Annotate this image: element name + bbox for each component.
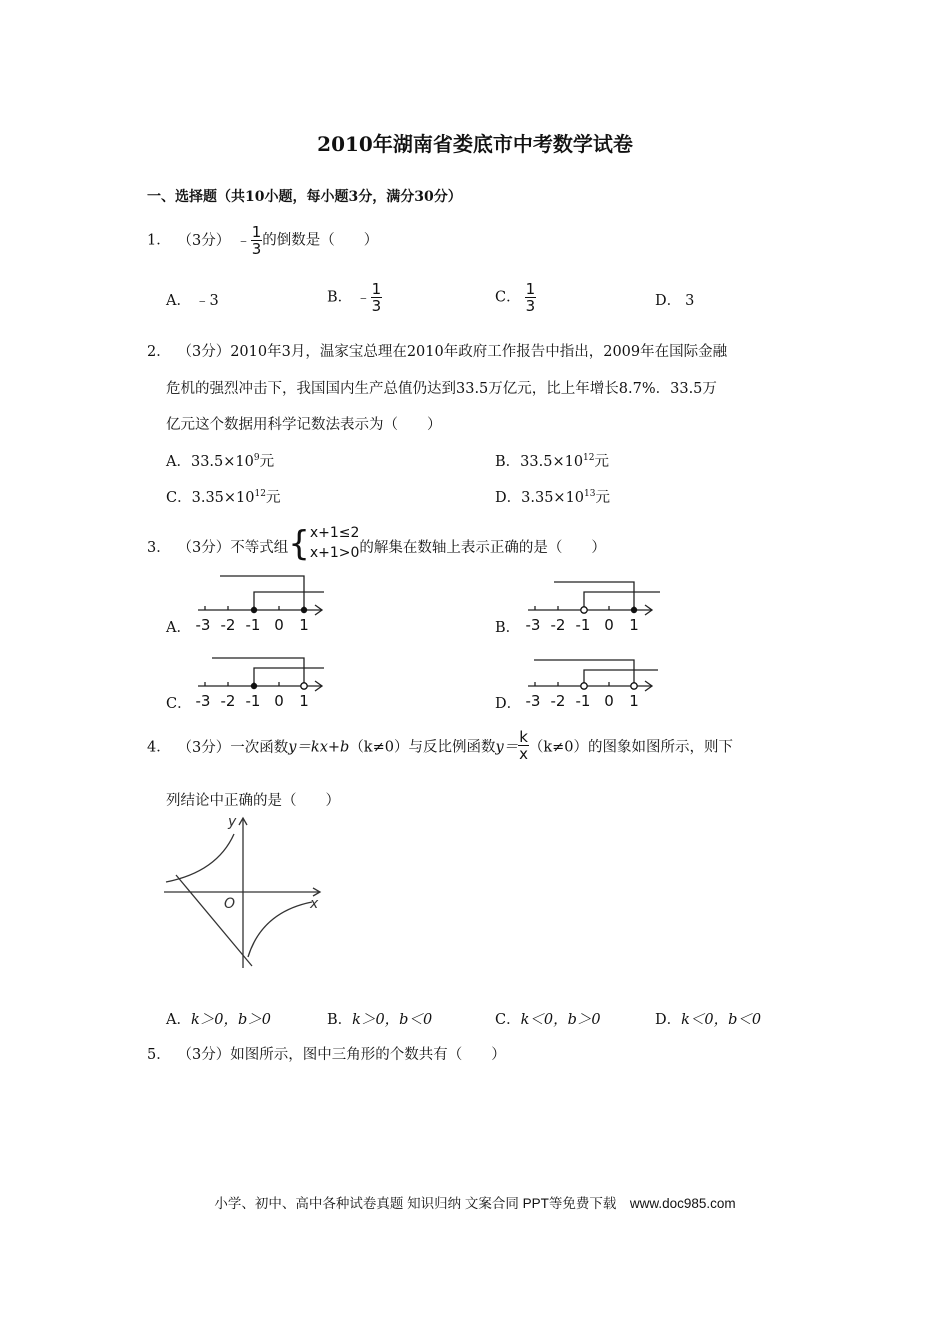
footer: 小学、初中、高中各种试卷真题 知识归纳 文案合同 PPT等免费下载 www.doc985.com bbox=[214, 1196, 736, 1211]
svg-text:-2: -2 bbox=[550, 692, 566, 710]
q1-number: 1． bbox=[147, 232, 171, 249]
q4-option-a: A．k＞0，b＞0 bbox=[166, 1012, 272, 1028]
question-1 bbox=[147, 224, 378, 257]
svg-text:0: 0 bbox=[604, 692, 614, 710]
svg-text:0: 0 bbox=[604, 616, 614, 634]
svg-text:-2: -2 bbox=[550, 616, 566, 634]
svg-text:O: O bbox=[224, 896, 236, 912]
q2-line-2: 危机的强烈冲击下，我国国内生产总值仍达到33.5万亿元，比上年增长8.7%．33.5万 bbox=[166, 381, 717, 397]
svg-text:-1: -1 bbox=[245, 692, 261, 710]
number-line-d bbox=[520, 650, 660, 710]
svg-text:0: 0 bbox=[274, 692, 284, 710]
svg-text:1: 1 bbox=[629, 692, 639, 710]
svg-text:-3: -3 bbox=[195, 692, 211, 710]
svg-text:-3: -3 bbox=[195, 616, 211, 634]
q1-stem: 的倒数是（ ） bbox=[262, 232, 379, 249]
number-line-b bbox=[520, 572, 660, 634]
number-line-a bbox=[190, 572, 330, 634]
q1-score: （3分） bbox=[184, 232, 231, 249]
q3-option-a-label: A． bbox=[166, 620, 191, 636]
svg-text:-1: -1 bbox=[575, 692, 591, 710]
section-heading: 一、选择题（共10小题，每小题3分，满分30分） bbox=[147, 189, 462, 205]
svg-text:-2: -2 bbox=[220, 616, 236, 634]
q1-option-d: D． 3 bbox=[655, 293, 695, 309]
number-line-c bbox=[190, 650, 330, 710]
q3-option-c-label: C． bbox=[166, 696, 192, 712]
q2-option-d: D．$3.35\times 10^{13}$元 bbox=[495, 489, 610, 506]
inequality-system: x+1≤2 x+1>0 bbox=[309, 525, 360, 561]
function-graph bbox=[162, 812, 332, 972]
q4-option-d: D．k＜0，b＜0 bbox=[655, 1012, 762, 1028]
q3-option-b-label: B． bbox=[495, 620, 521, 636]
q4-option-c: C．k＜0，b＞0 bbox=[495, 1012, 601, 1028]
q4-option-b: B．k＞0，b＜0 bbox=[327, 1012, 433, 1028]
svg-text:y: y bbox=[228, 814, 237, 830]
q2-line-3: 亿元这个数据用科学记数法表示为（ ） bbox=[166, 417, 442, 433]
question-2: 2． （3分）2010年3月，温家宝总理在2010年政府工作报告中指出，2009年在国际金融 bbox=[147, 344, 728, 360]
q4-fraction: $\frac{k}{x}$ bbox=[519, 728, 528, 763]
svg-text:1: 1 bbox=[629, 616, 639, 634]
svg-text:-1: -1 bbox=[575, 616, 591, 634]
q1-option-b: B． ﹣ $\frac{1}{3}$ bbox=[327, 280, 382, 315]
q2-option-b: B．$33.5\times 10^{12}$元 bbox=[495, 453, 609, 470]
q1-minus: ﹣ bbox=[236, 232, 251, 249]
svg-text:-3: -3 bbox=[525, 692, 541, 710]
q1-option-c: C． $\frac{1}{3}$ bbox=[495, 280, 536, 315]
question-4: 4． （3分）一次函数y＝kx+b（k≠0）与反比例函数y＝ $\frac{k}{x}$ （k≠0）的图象如图所示，则下 bbox=[147, 728, 734, 763]
svg-text:x: x bbox=[310, 896, 319, 912]
q1-fraction: $\frac{1}{3}$ bbox=[251, 223, 262, 258]
q1-option-a: A． ﹣3 bbox=[166, 293, 219, 309]
q2-option-c: C．$3.35\times 10^{12}$元 bbox=[166, 489, 281, 506]
svg-text:-1: -1 bbox=[245, 616, 261, 634]
q3-option-d-label: D． bbox=[495, 696, 522, 712]
q2-option-a: A．$33.5\times 10^9$元 bbox=[166, 453, 275, 470]
question-5: 5． （3分）如图所示，图中三角形的个数共有（ ） bbox=[147, 1047, 506, 1063]
svg-text:-2: -2 bbox=[220, 692, 236, 710]
svg-text:1: 1 bbox=[299, 616, 309, 634]
svg-text:1: 1 bbox=[299, 692, 309, 710]
question-3: 3． （3分）不等式组{ x+1≤2 x+1>0 的解集在数轴上表示正确的是（ ） bbox=[147, 524, 606, 564]
svg-text:-3: -3 bbox=[525, 616, 541, 634]
svg-text:0: 0 bbox=[274, 616, 284, 634]
q4-line-2: 列结论中正确的是（ ） bbox=[166, 793, 340, 809]
page-title: 2010年湖南省娄底市中考数学试卷 bbox=[317, 132, 633, 156]
brace-icon: { bbox=[288, 524, 310, 564]
